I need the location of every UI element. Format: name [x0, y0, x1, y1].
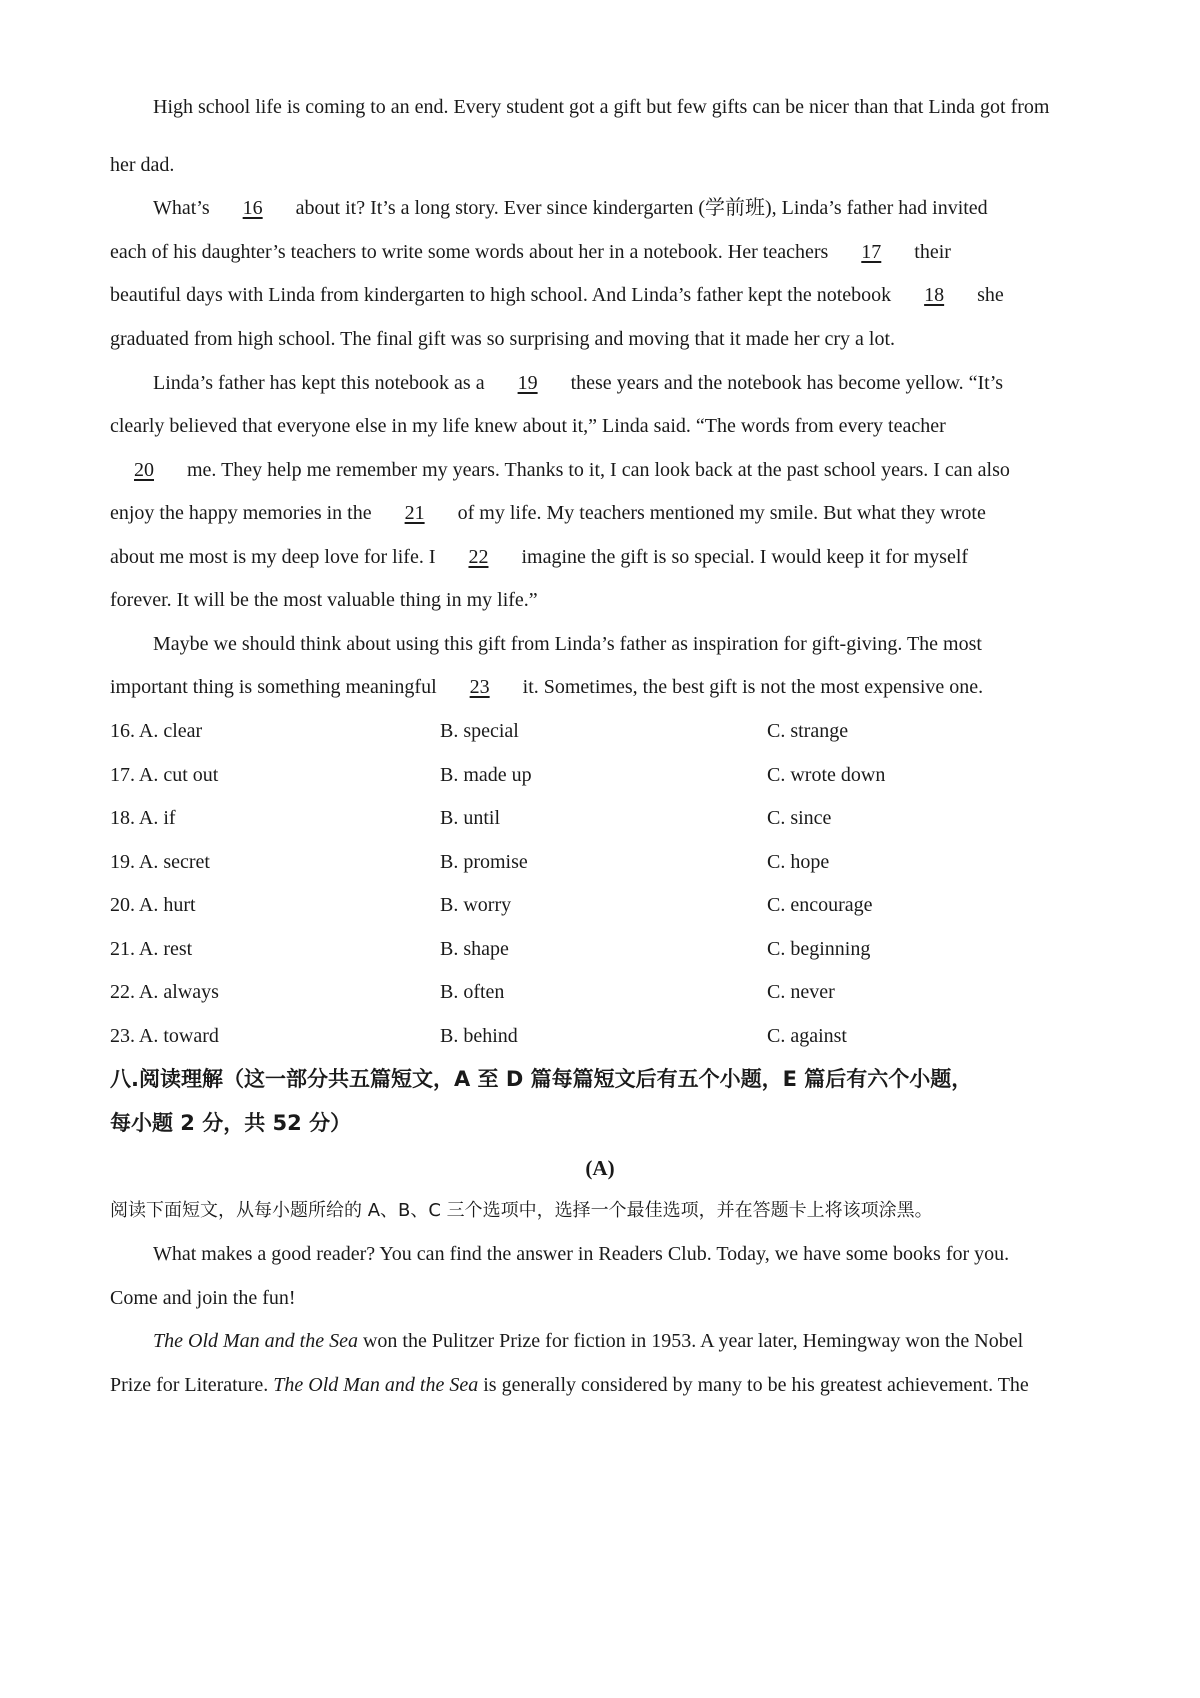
option-c: C. wrote down [767, 764, 886, 786]
blank-22 [440, 543, 516, 571]
blank-21 [377, 499, 453, 527]
section-heading-line2: 每小题 2 分，共 52 分） [110, 1111, 352, 1135]
text-fragment: each of his daughter’s teachers to write some words about her in a notebook. Her teachers [110, 241, 834, 263]
option-b: B. worry [440, 894, 512, 916]
blank-number: 16 [242, 197, 263, 219]
text-fragment: imagine the gift is so special. I would keep it for myself [516, 546, 969, 568]
text-fragment: Linda’s father has kept this notebook as a [153, 372, 490, 394]
option-a: 18. A. if [110, 807, 176, 829]
passage-p2-line2 [110, 238, 1100, 266]
book-title: The Old Man and the Sea [273, 1374, 479, 1396]
text-fragment: me. They help me remember my years. Thanks to it, I can look back at the past school years. I can also [182, 459, 1010, 481]
option-c: C. strange [767, 720, 849, 742]
passage-p4-line1: Maybe we should think about using this gift from Linda’s father as inspiration for gift-giving. The most [153, 633, 982, 655]
blank-number: 17 [861, 241, 882, 263]
text-fragment: important thing is something meaningful [110, 676, 442, 698]
passage-a-p1-line1: What makes a good reader? You can find the answer in Readers Club. Today, we have some books for you. [153, 1243, 1010, 1265]
passage-p3-line3 [110, 456, 1100, 484]
option-b: B. promise [440, 851, 528, 873]
text-fragment: about it? It’s a long story. Ever since kindergarten (学前班), Linda’s father had invited [290, 197, 988, 219]
blank-18 [896, 281, 972, 309]
passage-p3-line1 [153, 369, 1100, 397]
text-fragment: about me most is my deep love for life. I [110, 546, 441, 568]
option-c: C. since [767, 807, 832, 829]
blank-23 [442, 673, 518, 701]
blank-19 [490, 369, 566, 397]
text-fragment: it. Sometimes, the best gift is not the most expensive one. [517, 676, 984, 698]
text-fragment: their [909, 241, 951, 263]
blank-number: 23 [469, 676, 490, 698]
option-row-17 [110, 761, 1100, 789]
option-row-16 [110, 717, 1100, 745]
passage-p3-line6: forever. It will be the most valuable thing in my life.” [110, 589, 538, 611]
option-b: B. shape [440, 938, 509, 960]
blank-17 [833, 238, 909, 266]
passage-label-a: (A) [585, 1156, 615, 1180]
option-row-22 [110, 978, 1100, 1006]
option-c: C. hope [767, 851, 830, 873]
option-row-23 [110, 1022, 1100, 1050]
section-heading-line1: 八.阅读理解（这一部分共五篇短文，A 至 D 篇每篇短文后有五个小题，E 篇后有六个小题， [110, 1067, 973, 1091]
text-fragment: is generally considered by many to be his greatest achievement. The [478, 1374, 1029, 1396]
option-a: 19. A. secret [110, 851, 210, 873]
option-c: C. beginning [767, 938, 871, 960]
option-b: B. special [440, 720, 519, 742]
text-fragment: won the Pulitzer Prize for fiction in 1953. A year later, Hemingway won the Nobel [357, 1330, 1024, 1352]
option-a: 23. A. toward [110, 1025, 219, 1047]
blank-20 [110, 456, 182, 484]
option-a: 16. A. clear [110, 720, 203, 742]
passage-a-p2-line2 [110, 1371, 1100, 1399]
passage-p2-line3 [110, 281, 1100, 309]
option-a: 22. A. always [110, 981, 219, 1003]
passage-p4-line2 [110, 673, 1100, 701]
option-row-19 [110, 848, 1100, 876]
blank-number: 20 [134, 459, 154, 481]
option-row-21 [110, 935, 1100, 963]
passage-p3-line2: clearly believed that everyone else in my life knew about it,” Linda said. “The words from every teacher [110, 415, 946, 437]
passage-p1-line1: High school life is coming to an end. Every student got a gift but few gifts can be nicer than that Linda got from [153, 96, 1050, 118]
option-c: C. against [767, 1025, 847, 1047]
text-fragment: she [972, 284, 1004, 306]
book-title: The Old Man and the Sea [153, 1330, 358, 1352]
option-c: C. encourage [767, 894, 873, 916]
text-fragment: Prize for Literature. [110, 1374, 274, 1396]
text-fragment: What’s [153, 197, 215, 219]
instruction-text: 阅读下面短文，从每小题所给的 A、B、C 三个选项中，选择一个最佳选项，并在答题卡上将该项涂黑。 [110, 1200, 933, 1221]
passage-p3-line5 [110, 543, 1100, 571]
option-a: 21. A. rest [110, 938, 193, 960]
option-c: C. never [767, 981, 835, 1003]
passage-p2-line4: graduated from high school. The final gift was so surprising and moving that it made her cry a lot. [110, 328, 896, 350]
blank-number: 22 [468, 546, 489, 568]
text-fragment: of my life. My teachers mentioned my smile. But what they wrote [452, 502, 986, 524]
passage-a-p1-line2: Come and join the fun! [110, 1287, 296, 1309]
passage-p3-line4 [110, 499, 1100, 527]
text-fragment: beautiful days with Linda from kindergarten to high school. And Linda’s father kept the notebook [110, 284, 897, 306]
option-row-18 [110, 804, 1100, 832]
passage-p2-line1 [153, 194, 1100, 222]
option-b: B. until [440, 807, 501, 829]
option-b: B. often [440, 981, 505, 1003]
option-b: B. behind [440, 1025, 518, 1047]
blank-number: 19 [517, 372, 538, 394]
option-row-20 [110, 891, 1100, 919]
option-a: 17. A. cut out [110, 764, 219, 786]
blank-number: 21 [404, 502, 425, 524]
option-b: B. made up [440, 764, 532, 786]
blank-16 [215, 194, 291, 222]
passage-a-p2-line1 [153, 1327, 1100, 1355]
passage-p1-line2: her dad. [110, 154, 175, 176]
text-fragment: these years and the notebook has become yellow. “It’s [565, 372, 1004, 394]
blank-number: 18 [924, 284, 945, 306]
option-a: 20. A. hurt [110, 894, 196, 916]
text-fragment: enjoy the happy memories in the [110, 502, 377, 524]
